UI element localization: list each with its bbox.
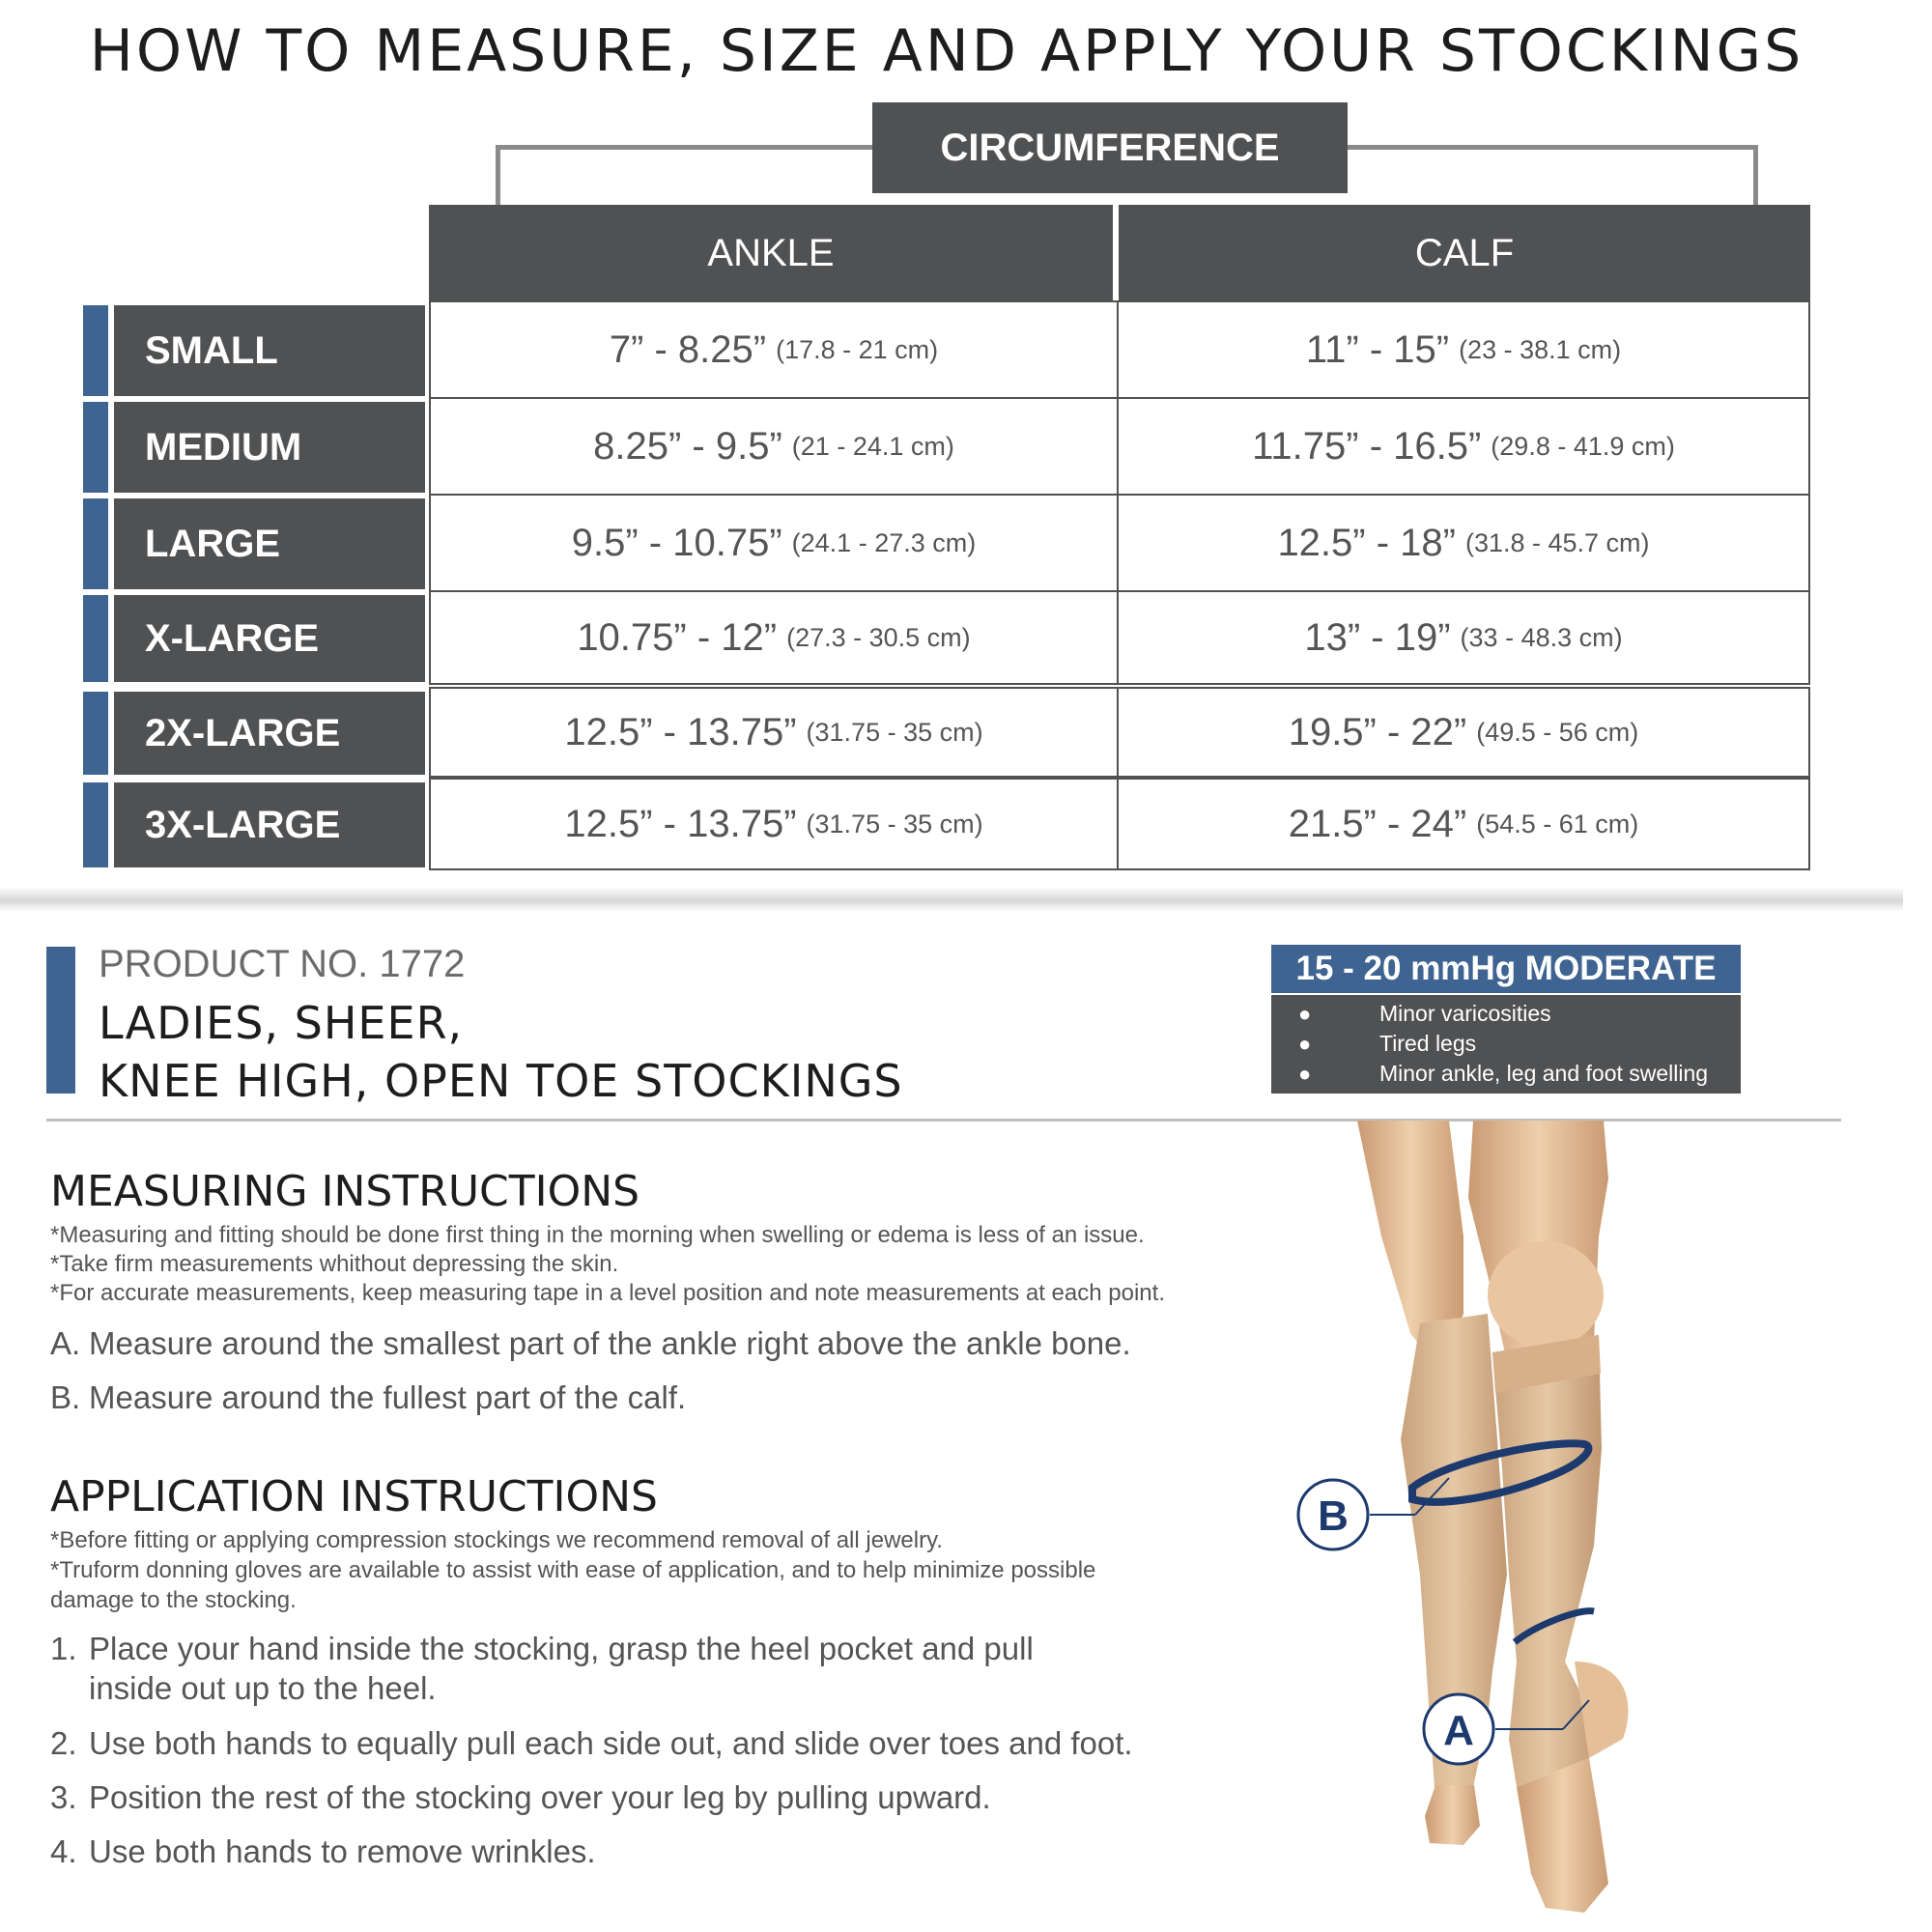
ankle-cm: (21 - 24.1 cm)	[791, 431, 954, 461]
calf-inches: 19.5” - 22”	[1288, 710, 1467, 753]
bullet-icon: ●	[1298, 1031, 1312, 1056]
calf-cm: (31.8 - 45.7 cm)	[1464, 527, 1650, 557]
calf-cm: (23 - 38.1 cm)	[1459, 334, 1622, 364]
column-header-ankle: ANKLE	[429, 205, 1113, 301]
ankle-cell	[429, 397, 1119, 496]
ankle-cell	[429, 494, 1119, 592]
ankle-inches: 7” - 8.25”	[609, 327, 767, 371]
calf-cm: (54.5 - 61 cm)	[1476, 809, 1639, 838]
application-title: APPLICATION INSTRUCTIONS	[50, 1472, 658, 1521]
ankle-inches: 12.5” - 13.75”	[564, 802, 797, 845]
product-name-line1: LADIES, SHEER,	[99, 997, 464, 1049]
ankle-cell	[429, 778, 1119, 870]
bracket-right-line	[1348, 145, 1758, 150]
calf-cm: (33 - 48.3 cm)	[1460, 622, 1623, 652]
indication-item: ● Tired legs	[1298, 1031, 1477, 1056]
row-accent-bar	[83, 498, 108, 589]
ankle-inches: 8.25” - 9.5”	[593, 424, 782, 468]
calf-cell	[1117, 397, 1810, 496]
circumference-header: CIRCUMFERENCE	[872, 102, 1348, 193]
calf-cell	[1117, 687, 1810, 778]
ankle-inches: 10.75” - 12”	[577, 615, 778, 659]
ankle-cell	[429, 590, 1119, 685]
calf-cell	[1117, 778, 1810, 870]
calf-cell	[1117, 300, 1810, 399]
row-accent-bar	[83, 595, 108, 682]
ankle-cm: (27.3 - 30.5 cm)	[786, 622, 971, 652]
product-name-line2: KNEE HIGH, OPEN TOE STOCKINGS	[99, 1055, 903, 1107]
size-label: 3X-LARGE	[114, 782, 425, 867]
calf-inches: 13” - 19”	[1304, 615, 1451, 659]
column-header-calf: CALF	[1119, 205, 1810, 301]
knee	[1488, 1241, 1604, 1348]
calf-cell	[1117, 590, 1810, 685]
measuring-note: *Measuring and fitting should be done first thing in the morning when swelling or edema is less of an issue.	[50, 1222, 1145, 1248]
calf-inches: 11” - 15”	[1305, 327, 1450, 371]
size-label: SMALL	[114, 305, 425, 396]
bullet-icon: ●	[1298, 1001, 1312, 1026]
calf-cm: (49.5 - 56 cm)	[1476, 717, 1639, 747]
application-step-3: 3. Position the rest of the stocking over your leg by pulling upward.	[50, 1779, 991, 1815]
ankle-inches: 9.5” - 10.75”	[571, 521, 782, 564]
page-title: HOW TO MEASURE, SIZE AND APPLY YOUR STOCKINGS	[89, 17, 1804, 85]
measuring-step-b: B. Measure around the fullest part of the calf.	[50, 1379, 687, 1415]
calf-inches: 11.75” - 16.5”	[1252, 424, 1482, 468]
bracket-left-line	[496, 145, 872, 150]
ankle-inches: 12.5” - 13.75”	[564, 710, 797, 753]
row-accent-bar	[83, 782, 108, 867]
ankle-cm: (17.8 - 21 cm)	[776, 334, 939, 364]
ankle-cell	[429, 687, 1119, 778]
ankle-cm: (31.75 - 35 cm)	[806, 717, 983, 747]
size-label: MEDIUM	[114, 402, 425, 493]
size-label: X-LARGE	[114, 595, 425, 682]
application-step-4: 4. Use both hands to remove wrinkles.	[50, 1833, 596, 1869]
ankle-label-a: A	[1443, 1707, 1474, 1754]
bracket-right-tick	[1753, 145, 1758, 205]
calf-cm: (29.8 - 41.9 cm)	[1491, 431, 1675, 461]
measuring-note: *Take firm measurements whithout depressing the skin.	[50, 1251, 619, 1277]
ankle-cell	[429, 300, 1119, 399]
measuring-step-a: A. Measure around the smallest part of the ankle right above the ankle bone.	[50, 1325, 1131, 1361]
product-accent-bar	[46, 947, 75, 1094]
calf-cell	[1117, 494, 1810, 592]
application-step-2: 2. Use both hands to equally pull each side out, and slide over toes and foot.	[50, 1725, 1133, 1761]
indication-item: ● Minor varicosities	[1298, 1001, 1551, 1026]
application-note: damage to the stocking.	[50, 1587, 297, 1613]
row-accent-bar	[83, 305, 108, 396]
calf-inches: 21.5” - 24”	[1288, 802, 1467, 845]
back-foot	[1425, 1785, 1480, 1845]
bracket-left-tick	[496, 145, 500, 205]
application-note: *Truform donning gloves are available to assist with ease of application, and to help minimize possible	[50, 1557, 1096, 1583]
bullet-icon: ●	[1298, 1061, 1312, 1086]
calf-label-b: B	[1318, 1492, 1349, 1540]
row-accent-bar	[83, 402, 108, 493]
size-label: LARGE	[114, 498, 425, 589]
compression-level-label: 15 - 20 mmHg MODERATE	[1271, 945, 1741, 993]
application-note: *Before fitting or applying compression stockings we recommend removal of all jewelry.	[50, 1527, 943, 1553]
application-step-1: 1. Place your hand inside the stocking, grasp the heel pocket and pull inside out up to the heel.	[50, 1631, 1034, 1706]
measuring-title: MEASURING INSTRUCTIONS	[50, 1167, 640, 1216]
size-label: 2X-LARGE	[114, 692, 425, 775]
compression-indications	[1271, 995, 1741, 1094]
indication-item: ● Minor ankle, leg and foot swelling	[1298, 1061, 1709, 1086]
calf-inches: 12.5” - 18”	[1277, 521, 1456, 564]
product-number: PRODUCT NO. 1772	[99, 943, 466, 985]
ankle-cm: (31.75 - 35 cm)	[806, 809, 983, 838]
stocking-leg-illustration	[1256, 1121, 1758, 1932]
measuring-note: *For accurate measurements, keep measuring tape in a level position and note measurements at each point.	[50, 1280, 1165, 1306]
row-accent-bar	[83, 692, 108, 775]
ankle-cm: (24.1 - 27.3 cm)	[791, 527, 977, 557]
section-shadow	[0, 887, 1903, 912]
